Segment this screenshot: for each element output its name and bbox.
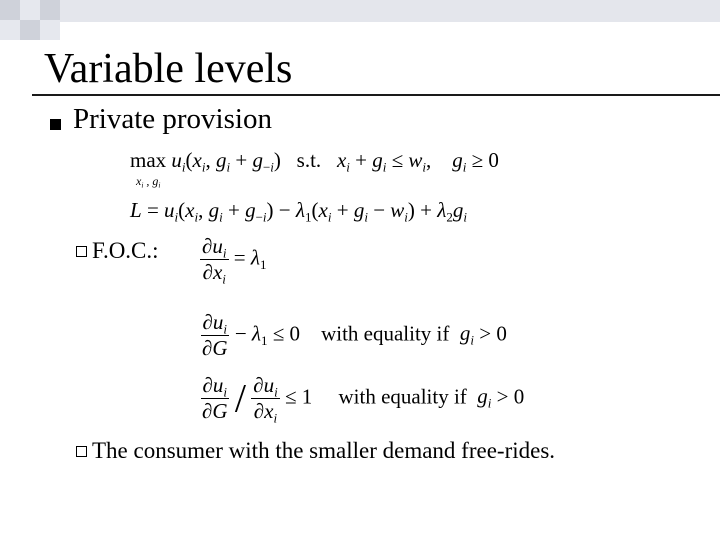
hollow-square-bullet-icon (76, 246, 87, 257)
foc-equation-3: $\frac{\partial u_i}{\partial G}$ / $\frac{\partial u_i}{\partial x_i}$ ≤ 1 with equality if $g_i > 0$ (202, 373, 525, 426)
slide-title: Variable levels (44, 46, 293, 92)
square-bullet-icon (50, 119, 61, 130)
foc-text: F.O.C.: (92, 238, 159, 263)
equality-condition-1: with equality if (321, 321, 450, 346)
bullet-private-provision: Private provision (73, 103, 272, 135)
lagrangian-equation: $L = u_i(x_i$, $g_i + g_{-i}) - \lambda_1(x_i + g_i - w_i) + \lambda_2g_i$ (130, 198, 468, 225)
max-problem-equation: $\max u_i(x_i$, $g_i + g_{-i}$) s.t. $x_i + g_i \le w_i$, $g_i \ge 0$ (130, 148, 499, 175)
max-subscript: $x_i$ , $g_i$ (136, 174, 161, 190)
foc-equation-2: $\frac{\partial u_i}{\partial G}$ − $\lambda_1 \le 0$ with equality if $g_i > 0$ (202, 310, 507, 360)
foc-label (76, 238, 159, 264)
foc-equation-1: $\frac{\partial u_i}{\partial x_i}$ = $\lambda_1$ (202, 234, 267, 287)
title-divider (32, 94, 720, 96)
conclusion-line (76, 438, 555, 464)
subject-to-label: s.t. (296, 148, 322, 172)
hollow-square-bullet-icon (76, 446, 87, 457)
conclusion-text: The consumer with the smaller demand free-rides. (92, 438, 556, 463)
equality-condition-2: with equality if (338, 384, 467, 409)
